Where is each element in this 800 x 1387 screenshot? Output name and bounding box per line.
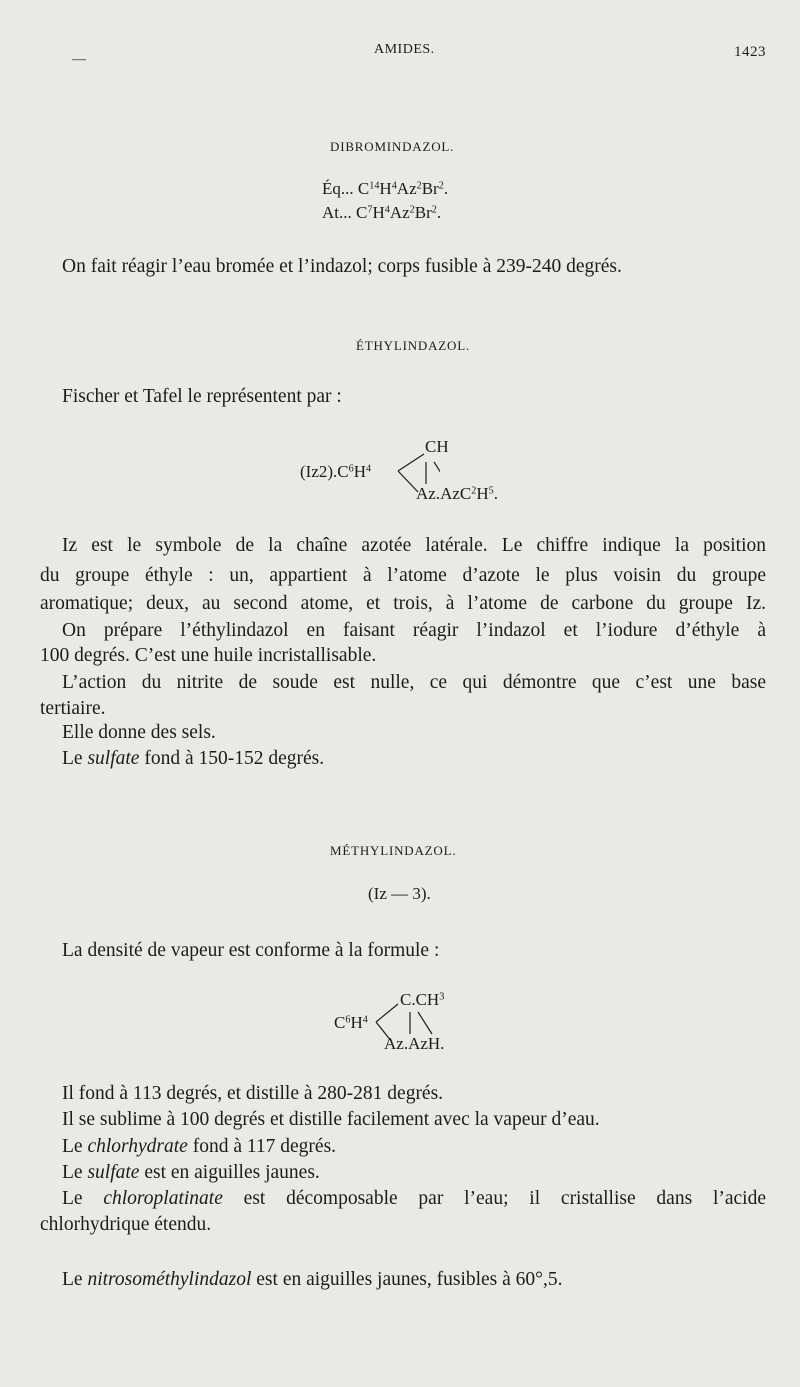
methylindazol-line3: Le chlorhydrate fond à 117 degrés. bbox=[62, 1136, 337, 1157]
formula-ch: CH bbox=[425, 437, 449, 456]
bond-lines bbox=[372, 1000, 442, 1050]
section-title-ethylindazol: ÉTHYLINDAZOL. bbox=[356, 338, 471, 353]
page-number: 1423 bbox=[734, 44, 766, 60]
methylindazol-iz: (Iz — 3). bbox=[368, 884, 431, 903]
ethylindazol-intro: Fischer et Tafel le représentent par : bbox=[62, 386, 342, 407]
dibromindazol-text: On fait réagir l’eau bromée et l’indazol; corps fusible à 239-240 degrés. bbox=[62, 256, 622, 277]
ethylindazol-p4: Elle donne des sels. bbox=[62, 722, 216, 743]
formula-atomic: At... $C^7H^4Az^2Br^2$. bbox=[322, 203, 442, 222]
ethylindazol-p1-line3: aromatique; deux, au second atome, et trois, à l’atome de carbone du groupe Iz. bbox=[40, 593, 766, 614]
formula-bottom: $Az.AzC^2H^5$. bbox=[416, 484, 498, 503]
formula-bottom: Az.AzH. bbox=[384, 1034, 445, 1053]
ethylindazol-p1-line2: du groupe éthyle : un, appartient à l’atome d’azote le plus voisin du groupe bbox=[40, 565, 766, 586]
methylindazol-line5: Le chloroplatinate est décomposable par l’eau; il cristallise dans l’acide bbox=[62, 1188, 766, 1209]
section-title-dibromindazol: DIBROMINDAZOL. bbox=[330, 139, 455, 154]
ethylindazol-p2-line2: 100 degrés. C’est une huile incristallisable. bbox=[40, 645, 377, 666]
formula-equivalent: Éq... $C^{14}H^4Az^2Br^2$. bbox=[322, 179, 449, 198]
methylindazol-line4: Le sulfate est en aiguilles jaunes. bbox=[62, 1162, 320, 1183]
formula-left: $(Iz2).C^6H^4$ bbox=[300, 462, 372, 481]
methylindazol-line6: Le nitrosométhylindazol est en aiguilles jaunes, fusibles à 60°,5. bbox=[62, 1269, 563, 1290]
ethylindazol-p2-line1: On prépare l’éthylindazol en faisant réagir l’indazol et l’iodure d’éthyle à bbox=[62, 620, 766, 641]
header-dash: — bbox=[72, 52, 87, 67]
bond-lines bbox=[390, 448, 440, 498]
formula-top: $C.CH^3$ bbox=[400, 990, 445, 1009]
ethylindazol-p5: Le sulfate fond à 150-152 degrés. bbox=[62, 748, 325, 769]
running-title: AMIDES. bbox=[374, 42, 435, 57]
methylindazol-line5b: chlorhydrique étendu. bbox=[40, 1214, 212, 1235]
formula-left: $C^6H^4$ bbox=[334, 1013, 368, 1032]
section-title-methylindazol: MÉTHYLINDAZOL. bbox=[330, 843, 457, 858]
ethylindazol-p3-line1: L’action du nitrite de soude est nulle, ce qui démontre que c’est une base bbox=[62, 672, 766, 693]
methylindazol-line1: Il fond à 113 degrés, et distille à 280-281 degrés. bbox=[62, 1083, 444, 1104]
ethylindazol-p3-line2: tertiaire. bbox=[40, 698, 106, 719]
methylindazol-intro: La densité de vapeur est conforme à la formule : bbox=[62, 940, 440, 961]
methylindazol-line2: Il se sublime à 100 degrés et distille facilement avec la vapeur d’eau. bbox=[62, 1109, 600, 1130]
ethylindazol-p1-line1: Iz est le symbole de la chaîne azotée latérale. Le chiffre indique la position bbox=[62, 535, 766, 556]
